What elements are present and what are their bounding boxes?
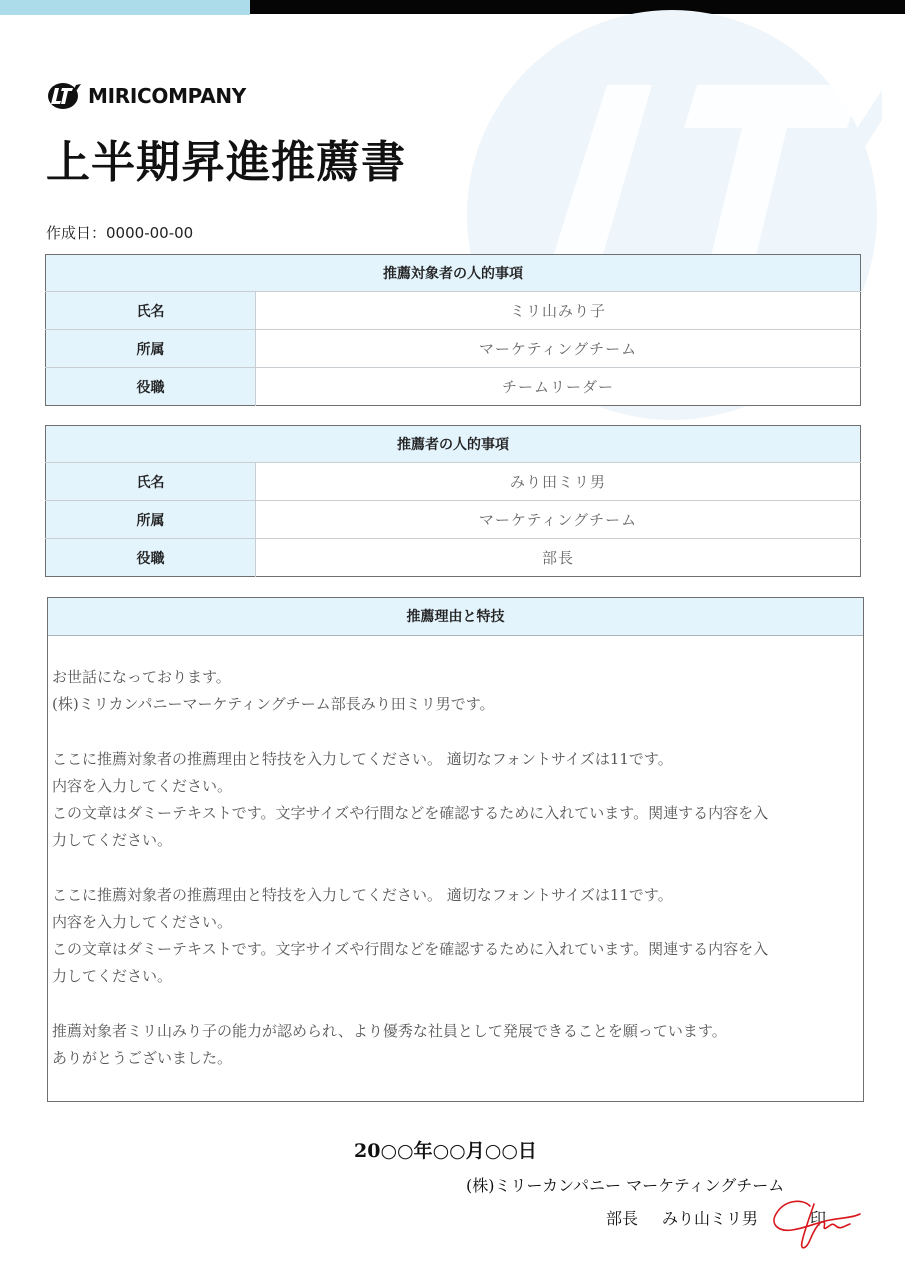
row-label: 氏名 (46, 463, 256, 501)
reason-line: 力してください。 (52, 967, 173, 986)
table-row (46, 501, 861, 539)
row-value: ミリ山みり子 (256, 292, 861, 330)
reason-section (47, 597, 864, 1102)
row-label: 所属 (46, 330, 256, 368)
handwritten-signature-icon (770, 1196, 866, 1256)
reason-line: 内容を入力してください。 (52, 776, 233, 795)
reason-body (48, 636, 863, 1072)
reason-line: 推薦対象者ミリ山みり子の能力が認められ、より優秀な社員として発展できることを願っています。 (52, 1021, 727, 1040)
table-row (46, 368, 861, 406)
signature-company: (株)ミリーカンパニー マーケティングチーム (466, 1176, 785, 1195)
recommender-info-table (45, 425, 861, 577)
candidate-info-table (45, 254, 861, 406)
row-label: 氏名 (46, 292, 256, 330)
created-value: 0000-00-00 (106, 224, 194, 242)
signature-position: 部長 (606, 1209, 639, 1228)
table-row (46, 463, 861, 501)
signature-name: みり山ミリ男 (662, 1209, 759, 1228)
reason-line: お世話になっております。 (52, 668, 231, 686)
reason-line (52, 854, 859, 881)
row-label: 役職 (46, 368, 256, 406)
table-row (46, 330, 861, 368)
reason-line: ありがとうございました。 (52, 1048, 233, 1067)
brand-header (46, 82, 246, 110)
page-title: 上半期昇進推薦書 (46, 137, 406, 188)
row-value: マーケティングチーム (256, 501, 861, 539)
reason-line: ここに推薦対象者の推薦理由と特技を入力してください。 適切なフォントサイズは11です。 (52, 749, 673, 768)
reason-line (52, 990, 859, 1017)
reason-line: ここに推薦対象者の推薦理由と特技を入力してください。 適切なフォントサイズは11です。 (52, 885, 673, 904)
reason-line: この文章はダミーテキストです。文字サイズや行間などを確認するために入れています。関連する内容を入 (52, 940, 769, 958)
created-label: 作成日： (46, 224, 107, 242)
table-row (46, 292, 861, 330)
lt-logo-icon (46, 82, 82, 110)
reason-line: (株)ミリカンパニーマーケティングチーム部長みり田ミリ男です。 (52, 695, 495, 714)
row-label: 役職 (46, 539, 256, 577)
top-accent-bar-blue (0, 0, 250, 15)
signature-date: 20○○年○○月○○日 (354, 1140, 537, 1162)
reason-line: 内容を入力してください。 (52, 912, 233, 931)
reason-line (52, 718, 859, 745)
row-value: 部長 (256, 539, 861, 577)
reason-line: 力してください。 (52, 831, 173, 850)
table-row (46, 539, 861, 577)
brand-name: MIRICOMPANY (88, 84, 246, 108)
reason-line: この文章はダミーテキストです。文字サイズや行間などを確認するために入れています。関連する内容を入 (52, 804, 769, 822)
created-date (46, 222, 193, 243)
reason-heading: 推薦理由と特技 (48, 598, 863, 636)
table-heading: 推薦者の人的事項 (46, 426, 861, 463)
seal-mark: 印 (810, 1209, 827, 1228)
table-heading: 推薦対象者の人的事項 (46, 255, 861, 292)
row-value: みり田ミリ男 (256, 463, 861, 501)
row-value: マーケティングチーム (256, 330, 861, 368)
row-label: 所属 (46, 501, 256, 539)
row-value: チームリーダー (256, 368, 861, 406)
